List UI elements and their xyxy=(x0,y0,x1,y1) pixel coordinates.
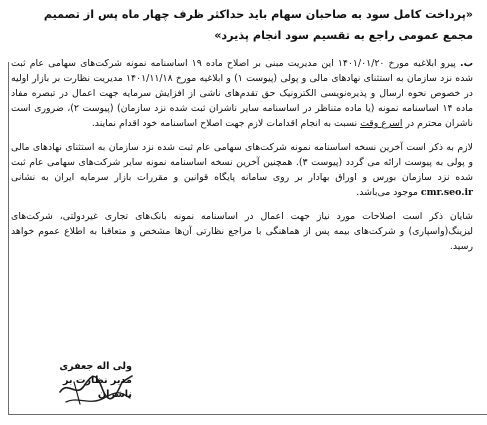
paragraph-template-availability xyxy=(11,140,473,200)
paragraph-banks-notice: شایان ذکر است اصلاحات مورد نیاز جهت اعمال در اساسنامه نمونه بانک‌های تجاری غیردولتی، شرکت‌های لیزینگ(واسپاری) و شرکت‌های بیمه پس از هماهنگی با مراجع نظارتی آن‌ها مشخص و متعاقبا به اطلاع عموم خواهد رسید. xyxy=(11,211,473,252)
paragraph-amendment-notice xyxy=(11,56,473,131)
paragraph-text: پیرو ابلاغیه مورخ ۱۴۰۱/۰۱/۲۰ این مدیریت مبنی بر اصلاح ماده ۱۹ اساسنامه نمونه شرکت‌های سهامی عام ثبت شده نزد سازمان به استثنای نهادهای مالی و پولی (پیوست ۱) و ابلاغیه مورخ ۱۴۰۱/۱۱/۱۸ مدیریت نظارت بر بازار اولیه در خصوص نحوه ارسال و پذیره‌نویسی الکترونیک حق تقدم‌های ناشی از افزایش سرمایه جهت اعمال در تبصره مفاد ماده ۱۴ اساسنامه نمونه (یا ماده متناظر در اساسنامه سایر ناشران ثبت شده نزد سازمان) (پیوست ۲)، ضروری است ناشران محترم در xyxy=(11,58,473,129)
paragraph-text: لازم به ذکر است آخرین نسخه اساسنامه نمونه شرکت‌های سهامی عام ثبت شده نزد سازمان به استثنای نهادهای مالی و پولی به پیوست ارائه می گردد (پیوست ۳). همچنین آخرین نسخه اساسنامه نمونه سایر شرکت‌های سهامی عام ثبت شده نزد سازمان بورس و اوراق بهادار بر روی سامانه پایگاه قوانین و مقررات بازار سرمایه ایران به نشانی xyxy=(11,142,473,183)
letter-body xyxy=(11,56,473,263)
page-border-left xyxy=(8,62,9,414)
page-border-bottom xyxy=(8,414,487,415)
paragraph-text-end: نسبت به انجام اقدامات لازم جهت اصلاح اساسنامه خود اقدام نمایند. xyxy=(91,118,361,129)
letter-heading: «پرداخت کامل سود به صاحبان سهام باید حداکثر ظرف چهار ماه پس از تصمیم مجمع عمومی راجع به تقسیم سود انجام پذیرد» xyxy=(43,8,473,42)
underlined-phrase: اسرع وقت xyxy=(360,118,403,129)
website-link[interactable]: cmr.seo.ir xyxy=(420,187,473,198)
paragraph-text-end: موجود می‌باشد. xyxy=(356,187,421,198)
signatory-name: ولی اله جعفری xyxy=(59,361,132,372)
handwritten-signature-icon xyxy=(56,362,136,410)
paragraph-lead-letter: ب. xyxy=(460,58,473,69)
signatory-title: مدیر نظارت بر ناشران xyxy=(62,375,132,400)
